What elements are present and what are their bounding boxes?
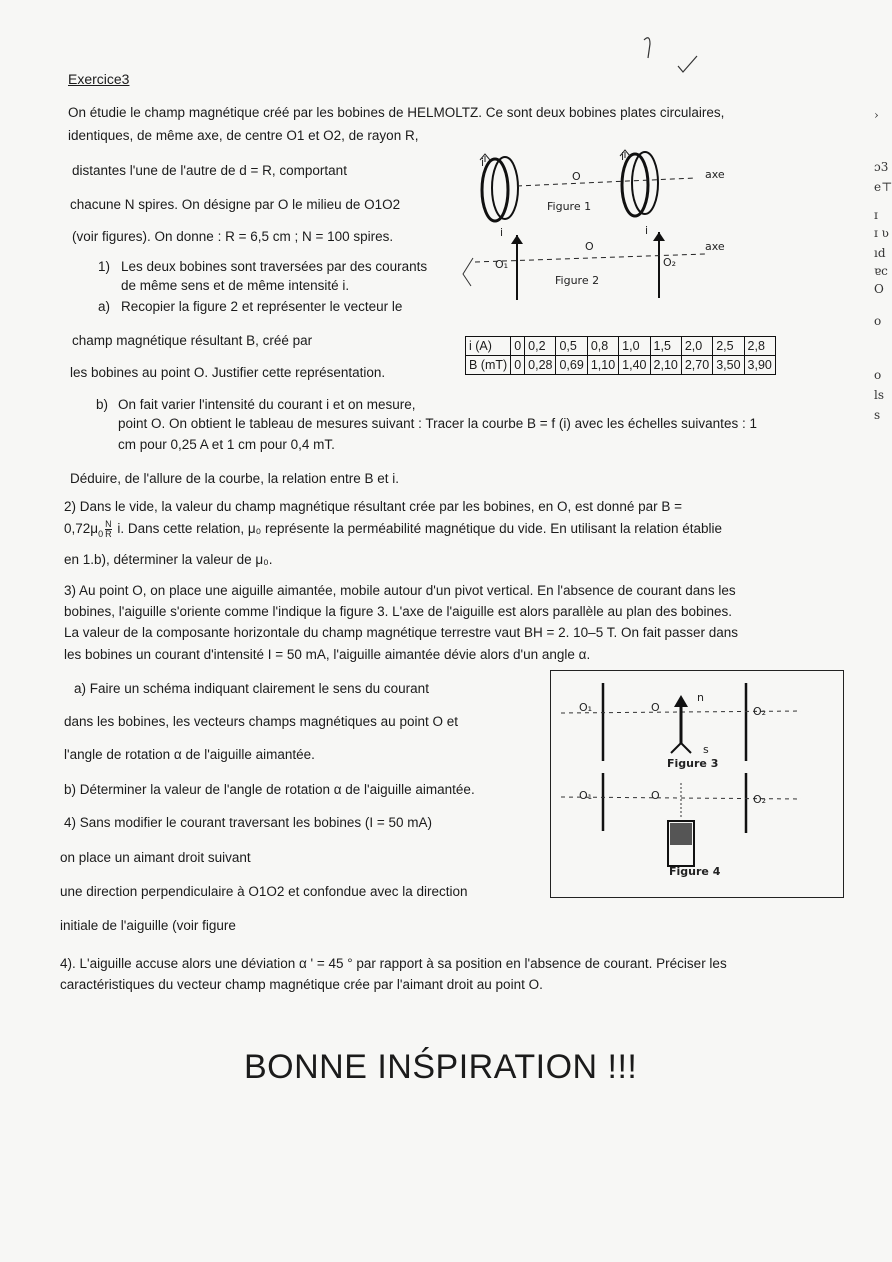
fig2-axe-label: axe: [705, 240, 725, 253]
q1-text-1: Les deux bobines sont traversées par des courants: [121, 259, 428, 274]
fig3-s-label: s: [703, 743, 709, 756]
table-row-label: B (mT): [466, 356, 511, 375]
q3-line-2: bobines, l'aiguille s'oriente comme l'indique la figure 3. L'axe de l'aiguille est alors parallèle au plan des bobines.: [64, 604, 733, 619]
figure-3-4-box: [550, 670, 844, 898]
q2-frac-num: N: [105, 519, 112, 529]
fig2-i-label: i: [500, 226, 504, 239]
q3-line-3: La valeur de la composante horizontale du champ magnétique terrestre vaut BH = 2. 10–5 T. On fait passer dans: [64, 625, 739, 640]
q2-line-2: [64, 520, 722, 543]
fig2-o1-label: O₁: [495, 258, 509, 271]
q3a-line-1: a) Faire un schéma indiquant clairement le sens du courant: [74, 681, 429, 696]
closing-message: BONNE INŚPIRATION !!!: [244, 1048, 638, 1086]
table-cell: 0: [511, 356, 525, 375]
q3a-line-2: dans les bobines, les vecteurs champs magnétiques au point O et: [64, 714, 458, 729]
fig2-o2-label: O₂: [663, 256, 677, 269]
intro-line-1: On étudie le champ magnétique créé par les bobines de HELMOLTZ. Ce sont deux bobines plates circulaires,: [68, 105, 725, 120]
intro-line-2: identiques, de même axe, de centre O1 et O2, de rayon R,: [68, 128, 419, 143]
table-cell: 2,0: [681, 337, 712, 356]
fig4-o1-label: O₁: [579, 789, 593, 802]
needle-north-icon: [674, 695, 688, 707]
side-mark: ls: [874, 388, 884, 402]
q4-line-4: initiale de l'aiguille (voir figure: [60, 918, 236, 933]
table-cell: 0,8: [587, 337, 618, 356]
side-mark: ›: [874, 108, 879, 122]
q2-line-2-rest: i. Dans cette relation, μ₀ représente la perméabilité magnétique du vide. En utilisant la relation établie: [113, 521, 723, 537]
table-cell: 0,69: [556, 356, 587, 375]
table-cell: 2,70: [681, 356, 712, 375]
q2-coef: 0,72μ: [64, 521, 99, 537]
fig1-caption: Figure 1: [547, 200, 592, 213]
fig1-axe-label: axe: [705, 168, 725, 181]
figure-1-2: [455, 140, 755, 305]
fig2-i2-label: i: [645, 224, 649, 237]
fig1-o-label: O: [572, 170, 581, 183]
q4-line-6: caractéristiques du vecteur champ magnétique crée par l'aimant droit au point O.: [60, 977, 543, 992]
fig3-n-label: n: [697, 691, 704, 704]
intro-line-3: distantes l'une de l'autre de d = R, comportant: [72, 163, 347, 178]
q2-mu-sub: 0: [98, 528, 104, 539]
table-cell: 3,50: [713, 356, 744, 375]
table-cell: 0,2: [525, 337, 556, 356]
q1b-text-3: cm pour 0,25 A et 1 cm pour 0,4 mT.: [118, 437, 335, 452]
q1a-label: a): [98, 299, 111, 314]
q4-line-2: on place un aimant droit suivant: [60, 850, 251, 865]
fig2-caption: Figure 2: [555, 274, 600, 287]
table-cell: 0,5: [556, 337, 587, 356]
table-cell: 1,5: [650, 337, 681, 356]
q2-line-3: en 1.b), déterminer la valeur de μ₀.: [64, 552, 273, 567]
measurement-table: [465, 336, 776, 375]
fig4-o-label: O: [651, 789, 660, 802]
table-cell: 2,5: [713, 337, 744, 356]
table-cell: 1,0: [619, 337, 650, 356]
fig3-o1-label: O₁: [579, 701, 593, 714]
side-mark: e⊤: [874, 180, 892, 194]
q3a-line-3: l'angle de rotation α de l'aiguille aimantée.: [64, 747, 315, 762]
q3-line-4: les bobines un courant d'intensité I = 50 mA, l'aiguille aimantée dévie alors d'un angle α.: [64, 647, 591, 662]
q1-number: 1): [98, 259, 111, 274]
side-mark: ɪ: [874, 208, 878, 222]
fig1-i2-label: i: [621, 150, 625, 163]
q1-text-2: de même sens et de même intensité i.: [121, 278, 350, 293]
q1b-text-1: On fait varier l'intensité du courant i et on mesure,: [118, 397, 416, 412]
pencil-marks: [630, 30, 710, 80]
side-mark: o: [874, 314, 882, 328]
fig3-caption: Figure 3: [667, 757, 719, 770]
intro-line-5: (voir figures). On donne : R = 6,5 cm ; N = 100 spires.: [72, 229, 394, 244]
coil-left-icon: [482, 157, 518, 221]
table-cell: 1,40: [619, 356, 650, 375]
exercise-title: Exercice3: [68, 71, 130, 87]
table-cell: 2,8: [744, 337, 775, 356]
side-mark: ɔ3: [874, 160, 889, 174]
table-cell: 0: [511, 337, 525, 356]
fig4-caption: Figure 4: [669, 865, 721, 878]
q2-frac-den: R: [105, 529, 112, 539]
q1a-text-3: les bobines au point O. Justifier cette représentation.: [70, 365, 386, 380]
table-row-label: i (A): [466, 337, 511, 356]
q3-line-1: 3) Au point O, on place une aiguille aimantée, mobile autour d'un pivot vertical. En l'absence de courant dans les: [64, 583, 736, 598]
side-mark: s: [874, 408, 881, 422]
q1-deduce: Déduire, de l'allure de la courbe, la relation entre B et i.: [70, 471, 400, 486]
table-cell: 2,10: [650, 356, 681, 375]
fig3-o2-label: O₂: [753, 705, 767, 718]
intro-line-4: chacune N spires. On désigne par O le milieu de O1O2: [70, 197, 401, 212]
side-mark: ɪ ʋ: [874, 226, 889, 240]
side-marks: [874, 108, 892, 422]
fig2-o-label: O: [585, 240, 594, 253]
side-mark: ɐc: [874, 264, 888, 278]
fig3-o-label: O: [651, 701, 660, 714]
figure-3-4: [551, 671, 843, 897]
side-mark: ıd: [874, 246, 886, 260]
table-row-current: [466, 337, 776, 356]
q3b-text: b) Déterminer la valeur de l'angle de rotation α de l'aiguille aimantée.: [64, 782, 475, 797]
fig4-o2-label: O₂: [753, 793, 767, 806]
side-mark: O: [874, 282, 884, 296]
q1b-label: b): [96, 397, 109, 412]
fig1-i-label: i: [481, 156, 485, 169]
coil-right-icon: [622, 152, 658, 216]
table-row-field: [466, 356, 776, 375]
side-mark: o: [874, 368, 882, 382]
q1b-text-2: point O. On obtient le tableau de mesures suivant : Tracer la courbe B = f (i) avec les échelles suivantes : 1: [118, 416, 757, 431]
q4-line-3: une direction perpendiculaire à O1O2 et confondue avec la direction: [60, 884, 468, 899]
q2-fraction: [105, 520, 112, 539]
q2-line-1: 2) Dans le vide, la valeur du champ magnétique résultant crée par les bobines, en O, est donné par B =: [64, 499, 682, 514]
q1a-text-2: champ magnétique résultant B, créé par: [72, 333, 313, 348]
table-cell: 0,28: [525, 356, 556, 375]
q1a-text-1: Recopier la figure 2 et représenter le vecteur le: [121, 299, 403, 314]
q4-line-1: 4) Sans modifier le courant traversant les bobines (I = 50 mA): [64, 815, 433, 830]
table-cell: 1,10: [587, 356, 618, 375]
q4-line-5: 4). L'aiguille accuse alors une déviation α ' = 45 ° par rapport à sa position en l'absence de courant. Préciser les: [60, 956, 727, 971]
table-cell: 3,90: [744, 356, 775, 375]
